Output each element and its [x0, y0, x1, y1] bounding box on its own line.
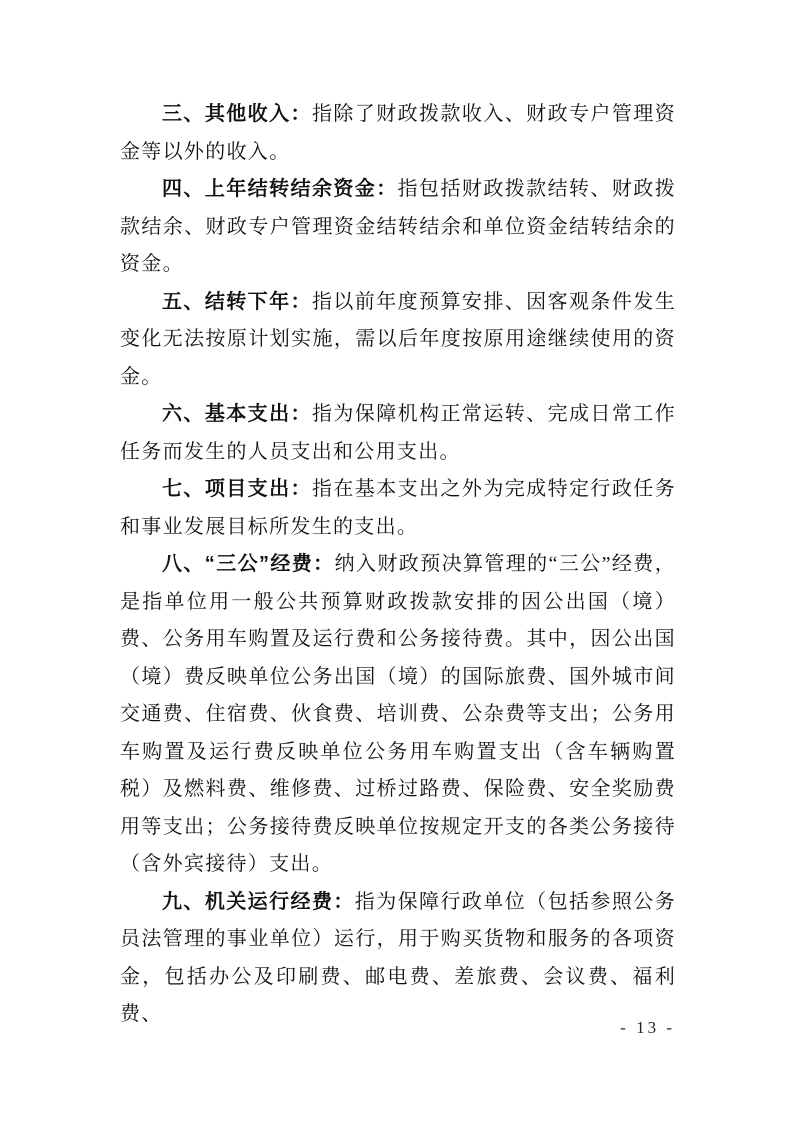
term-label: 四、上年结转结余资金： [162, 178, 398, 200]
term-definition: 纳入财政预决算管理的“三公”经费，是指单位用一般公共预算财政拨款安排的因公出国（境）费、公务用车购置及运行费和公务接待费。其中，因公出国（境）费反映单位公务出国（境）的国际旅费、国外城市间交通费、住宿费、伙食费、培训费、公杂费等支出；公务用车购置及运行费反映单位公务用车购置支出（含车辆购置税）及燃料费、维修费、过桥过路费、保险费、安全奖励费用等支出；公务接待费反映单位按规定开支的各类公务接待（含外宾接待）支出。 [120, 553, 676, 875]
term-definition: 指为保障行政单位（包括参照公务员法管理的事业单位）运行，用于购买货物和服务的各项资金，包括办公及印刷费、邮电费、差旅费、会议费、福利费、 [120, 890, 676, 1025]
term-label: 八、“三公”经费： [162, 553, 335, 575]
paragraph-other-income [120, 96, 676, 171]
page-content [120, 96, 676, 1034]
paragraph-basic-expenditure [120, 396, 676, 471]
paragraph-project-expenditure [120, 471, 676, 546]
term-label: 五、结转下年： [162, 290, 312, 313]
term-label: 三、其他收入： [162, 103, 312, 125]
page-number: - 13 - [620, 1018, 675, 1037]
paragraph-three-public-funds [120, 546, 676, 884]
term-definition: 指在基本支出之外为完成特定行政任务和事业发展目标所发生的支出。 [120, 478, 676, 538]
term-label: 九、机关运行经费： [162, 890, 355, 913]
paragraph-carryover-funds [120, 171, 676, 284]
paragraph-carryover-next-year [120, 284, 676, 397]
term-label: 六、基本支出： [162, 403, 312, 425]
term-definition: 指除了财政拨款收入、财政专户管理资金等以外的收入。 [120, 103, 676, 163]
term-definition: 指包括财政拨款结转、财政拨款结余、财政专户管理资金结转结余和单位资金结转结余的资金。 [120, 178, 676, 275]
paragraph-agency-operating-funds [120, 884, 676, 1034]
term-definition: 指为保障机构正常运转、完成日常工作任务而发生的人员支出和公用支出。 [120, 403, 676, 463]
term-definition: 指以前年度预算安排、因客观条件发生变化无法按原计划实施，需以后年度按原用途继续使用的资金。 [120, 290, 676, 388]
term-label: 七、项目支出： [162, 478, 312, 500]
